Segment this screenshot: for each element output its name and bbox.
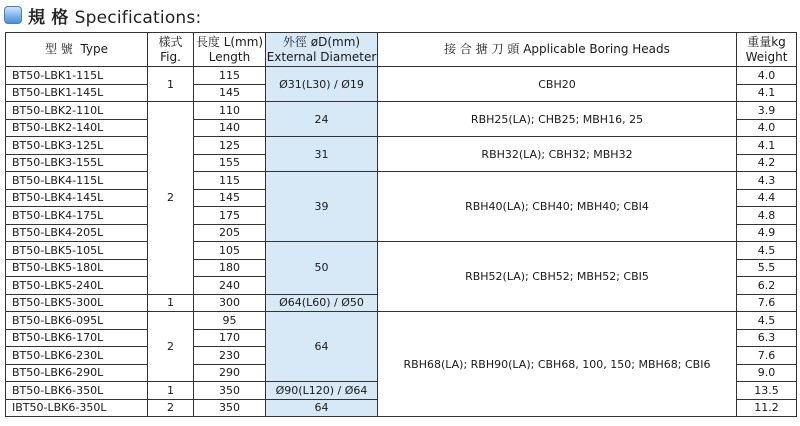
heads-cell: RBH40(LA); CBH40; MBH40; CBI4 <box>378 172 737 242</box>
weight-cell: 4.2 <box>737 154 797 172</box>
weight-cell: 7.6 <box>737 347 797 365</box>
weight-cell: 13.5 <box>737 382 797 400</box>
fig-cell: 2 <box>148 399 194 417</box>
table-row <box>6 102 797 120</box>
length-cell: 155 <box>194 154 266 172</box>
model-cell: BT50-LBK2-110L <box>6 102 148 120</box>
model-cell: BT50-LBK5-105L <box>6 242 148 260</box>
weight-cell: 9.0 <box>737 364 797 382</box>
weight-cell: 4.8 <box>737 207 797 225</box>
spec-table <box>5 32 797 417</box>
model-cell: BT50-LBK3-125L <box>6 137 148 155</box>
length-cell: 145 <box>194 189 266 207</box>
diameter-cell: 31 <box>266 137 378 172</box>
model-cell: BT50-LBK6-230L <box>6 347 148 365</box>
table-row <box>6 172 797 190</box>
length-cell: 145 <box>194 84 266 102</box>
length-cell: 170 <box>194 329 266 347</box>
model-cell: BT50-LBK3-155L <box>6 154 148 172</box>
weight-cell: 4.0 <box>737 67 797 85</box>
heads-cell: RBH52(LA); CBH52; MBH52; CBI5 <box>378 242 737 312</box>
header-weight: 重量kg Weight <box>737 33 797 67</box>
table-row <box>6 67 797 85</box>
model-cell: BT50-LBK6-350L <box>6 382 148 400</box>
weight-cell: 4.1 <box>737 137 797 155</box>
model-cell: BT50-LBK5-240L <box>6 277 148 295</box>
length-cell: 110 <box>194 102 266 120</box>
model-cell: BT50-LBK4-175L <box>6 207 148 225</box>
weight-cell: 7.6 <box>737 294 797 312</box>
header-diameter: 外徑 øD(mm) External Diameter <box>266 33 378 67</box>
length-cell: 125 <box>194 137 266 155</box>
weight-cell: 4.0 <box>737 119 797 137</box>
model-cell: BT50-LBK5-300L <box>6 294 148 312</box>
heads-cell: CBH20 <box>378 67 737 102</box>
length-cell: 115 <box>194 172 266 190</box>
length-cell: 205 <box>194 224 266 242</box>
model-cell: BT50-LBK4-205L <box>6 224 148 242</box>
fig-cell: 1 <box>148 67 194 102</box>
model-cell: BT50-LBK6-095L <box>6 312 148 330</box>
weight-cell: 3.9 <box>737 102 797 120</box>
fig-cell: 1 <box>148 294 194 312</box>
model-cell: IBT50-LBK6-350L <box>6 399 148 417</box>
model-cell: BT50-LBK1-115L <box>6 67 148 85</box>
model-cell: BT50-LBK4-145L <box>6 189 148 207</box>
header-heads: 接 合 搪 刀 頭 Applicable Boring Heads <box>378 33 737 67</box>
header-model: 型 號 Type <box>6 33 148 67</box>
weight-cell: 5.5 <box>737 259 797 277</box>
length-cell: 350 <box>194 399 266 417</box>
model-cell: BT50-LBK2-140L <box>6 119 148 137</box>
weight-cell: 4.5 <box>737 242 797 260</box>
section-title <box>4 3 201 27</box>
diameter-cell: Ø90(L120) / Ø64 <box>266 382 378 400</box>
weight-cell: 4.5 <box>737 312 797 330</box>
diameter-cell: Ø31(L30) / Ø19 <box>266 67 378 102</box>
bullet-icon <box>4 6 22 24</box>
title-zh: 規 格 <box>28 7 69 28</box>
diameter-cell: 24 <box>266 102 378 137</box>
length-cell: 175 <box>194 207 266 225</box>
fig-cell: 2 <box>148 312 194 382</box>
table-header-row <box>6 33 797 67</box>
diameter-cell: 50 <box>266 242 378 295</box>
fig-cell: 1 <box>148 382 194 400</box>
length-cell: 95 <box>194 312 266 330</box>
model-cell: BT50-LBK4-115L <box>6 172 148 190</box>
weight-cell: 4.9 <box>737 224 797 242</box>
length-cell: 230 <box>194 347 266 365</box>
table-row <box>6 137 797 155</box>
fig-cell: 2 <box>148 102 194 295</box>
model-cell: BT50-LBK5-180L <box>6 259 148 277</box>
diameter-cell: 64 <box>266 312 378 382</box>
length-cell: 180 <box>194 259 266 277</box>
header-fig: 樣式 Fig. <box>148 33 194 67</box>
heads-cell: RBH32(LA); CBH32; MBH32 <box>378 137 737 172</box>
table-row <box>6 242 797 260</box>
model-cell: BT50-LBK1-145L <box>6 84 148 102</box>
weight-cell: 4.1 <box>737 84 797 102</box>
heads-cell: RBH25(LA); CHB25; MBH16, 25 <box>378 102 737 137</box>
weight-cell: 6.2 <box>737 277 797 295</box>
model-cell: BT50-LBK6-170L <box>6 329 148 347</box>
diameter-cell: 64 <box>266 399 378 417</box>
length-cell: 350 <box>194 382 266 400</box>
weight-cell: 11.2 <box>737 399 797 417</box>
diameter-cell: 39 <box>266 172 378 242</box>
length-cell: 140 <box>194 119 266 137</box>
length-cell: 115 <box>194 67 266 85</box>
header-length: 長度 L(mm) Length <box>194 33 266 67</box>
table-row <box>6 312 797 330</box>
length-cell: 240 <box>194 277 266 295</box>
length-cell: 300 <box>194 294 266 312</box>
length-cell: 290 <box>194 364 266 382</box>
heads-cell: RBH68(LA); RBH90(LA); CBH68, 100, 150; MBH68; CBI6 <box>378 312 737 417</box>
weight-cell: 6.3 <box>737 329 797 347</box>
diameter-cell: Ø64(L60) / Ø50 <box>266 294 378 312</box>
weight-cell: 4.4 <box>737 189 797 207</box>
weight-cell: 4.3 <box>737 172 797 190</box>
title-en: Specifications: <box>74 7 202 28</box>
model-cell: BT50-LBK6-290L <box>6 364 148 382</box>
length-cell: 105 <box>194 242 266 260</box>
